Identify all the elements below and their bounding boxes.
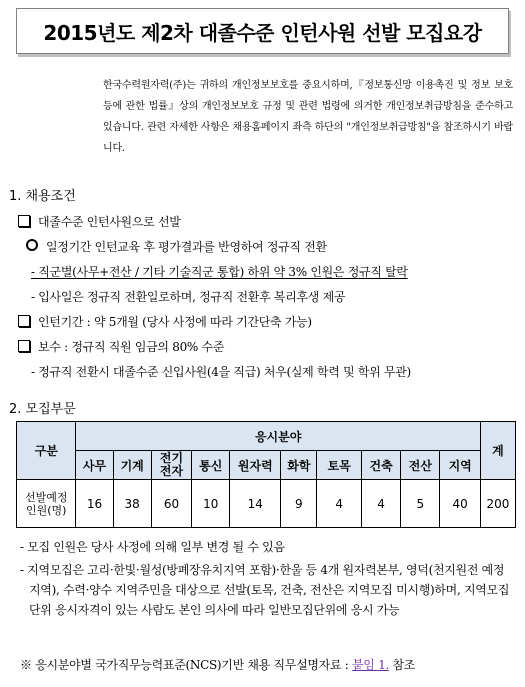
privacy-notice: 한국수력원자력(주)는 귀하의 개인정보보호를 중요시하며,『정보통신망 이용촉진 및 정보 보호 등에 관한 법률』상의 개인정보보호 규정 및 관련 법령에 의거한 개인정보취급방침을 준수하고 있습니다. 관련 자세한 사항은 채용홈페이지 좌측 하단의 "개인정보취급방침"을 참조하시기 바랍니다.	[103, 80, 513, 154]
table-cell-value: 4	[317, 480, 362, 528]
table-cell-value: 4	[361, 480, 400, 528]
table-cell-value: 9	[281, 480, 317, 528]
condition-item-period-text: 인턴기간 : 약 5개월 (당사 사정에 따라 기간단축 가능)	[38, 315, 312, 329]
attachment-link[interactable]: 붙임 1.	[352, 658, 389, 672]
condition-item-period	[18, 313, 312, 330]
table-field-header: 건축	[361, 451, 400, 480]
ncs-reference-suffix: 참조	[388, 658, 416, 672]
table-field-header: 화학	[281, 451, 317, 480]
table-header-fields: 응시분야	[76, 422, 480, 451]
square-bullet-icon	[18, 315, 30, 327]
title-box	[16, 8, 509, 54]
ncs-reference-prefix: ※ 응시분야별 국가직무능력표준(NCS)기반 채용 직무설명자료 :	[20, 658, 353, 672]
condition-dash-1: - 직군별(사무+전산 / 기타 기술직군 통합) 하위 약 3% 인원은 정규직 탈락	[31, 265, 408, 279]
table-row-label: 선발예정 인원(명)	[17, 480, 76, 528]
condition-item-pay-text: 보수 : 정규직 직원 임금의 80% 수준	[38, 340, 225, 354]
table-cell-value: 16	[76, 480, 113, 528]
recruit-note-2: - 지역모집은 고리·한빛·월성(방폐장유치지역 포함)·한울 등 4개 원자력본부, 영덕(천지원전 예정지역), 수력·양수 지역주민을 대상으로 선발(토목, 건축, 전산은 지역모집 미시행)하며, 지역모집단위 응시자격이 있는 사람도 본인 의사에 따라 일반모집단위에 응시 가능	[20, 563, 510, 617]
condition-dash-2: - 입사일은 정규직 전환일로하며, 정규직 전환후 복리후생 제공	[31, 290, 346, 304]
table-cell-value: 5	[401, 480, 440, 528]
condition-item-intern-text: 대졸수준 인턴사원으로 선발	[38, 215, 181, 229]
table-cell-total: 200	[480, 480, 515, 528]
table-field-header: 통신	[192, 451, 230, 480]
table-cell-value: 60	[151, 480, 191, 528]
page-title: 2015년도 제2차 대졸수준 인턴사원 선발 모집요강	[43, 20, 482, 45]
condition-subitem	[26, 238, 327, 255]
recruit-table	[16, 421, 516, 528]
table-field-header: 기계	[113, 451, 151, 480]
recruit-note-1: - 모집 인원은 당사 사정에 의해 일부 변경 될 수 있음	[20, 540, 285, 554]
ncs-reference	[20, 655, 512, 675]
table-field-header: 전기 전자	[151, 451, 191, 480]
table-cell-value: 10	[192, 480, 230, 528]
table-field-header: 토목	[317, 451, 362, 480]
square-bullet-icon	[18, 340, 30, 352]
square-bullet-icon	[18, 215, 30, 227]
condition-subitem-text: 일정기간 인턴교육 후 평가결과를 반영하여 정규직 전환	[46, 240, 327, 254]
table-header-category: 구분	[17, 422, 76, 480]
condition-item-pay	[18, 338, 224, 355]
table-header-total: 계	[480, 422, 515, 480]
table-field-header: 지역	[440, 451, 480, 480]
circle-bullet-icon	[26, 239, 38, 251]
table-field-header: 사무	[76, 451, 113, 480]
table-field-header: 원자력	[230, 451, 281, 480]
table-cell-value: 40	[440, 480, 480, 528]
condition-dash-3: - 정규직 전환시 대졸수준 신입사원(4을 직급) 처우(실제 학력 및 학위 무관)	[31, 365, 411, 379]
table-field-header: 전산	[401, 451, 440, 480]
condition-item-intern	[18, 213, 181, 230]
table-cell-value: 38	[113, 480, 151, 528]
section-heading-fields: 2. 모집부문	[9, 402, 76, 417]
table-cell-value: 14	[230, 480, 281, 528]
section-heading-conditions: 1. 채용조건	[9, 189, 76, 204]
